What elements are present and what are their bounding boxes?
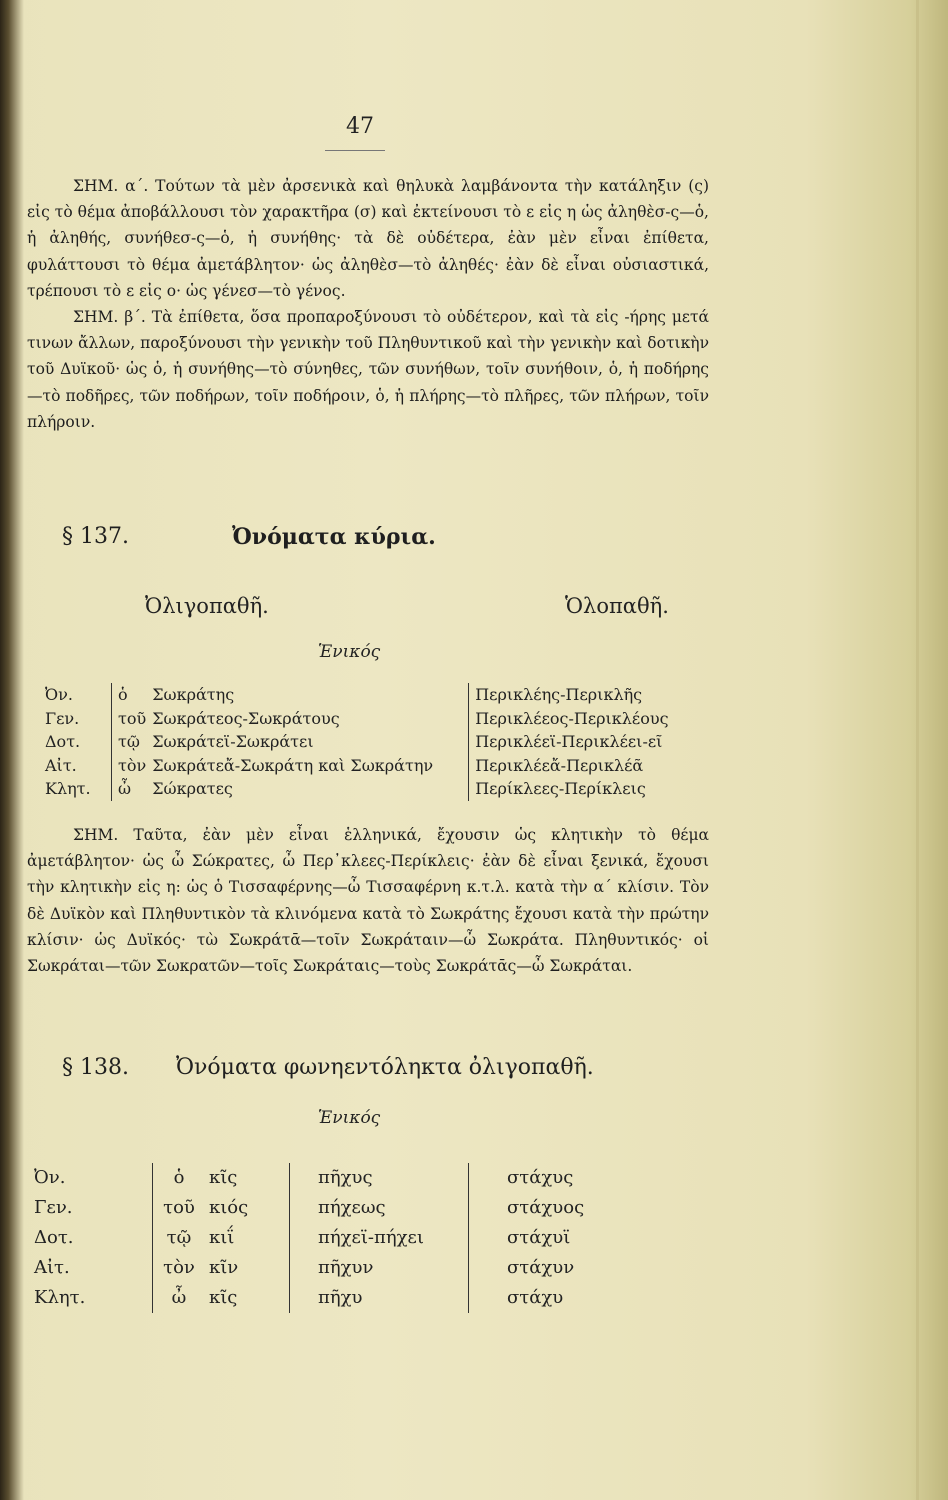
table2-cell: πήχεϊ-πήχει: [290, 1223, 469, 1253]
table1-cell: τὸν: [112, 754, 147, 778]
table2-cell: κῖς: [209, 1287, 238, 1308]
note-beta: ΣΗΜ. β΄. Τὰ ἐπίθετα, ὅσα προπαροξύνουσι τὸ οὐδέτερον, καὶ τὰ εἰς -ήρης μετά τινων ἄλλων, παροξύνουσι τὴν γενικὴν τοῦ Πληθυντικοῦ καὶ τὴν γενικὴν καὶ δοτικὴν τοῦ Δυϊκοῦ· ὡς ὁ, ἡ συνήθης—τὸ σύνηθες, τῶν συνήθων, τοῖν συνήθοιν, ὁ, ἡ ποδήρης—τὸ ποδῆρες, τῶν ποδήρων, τοῖν ποδήροιν, ὁ, ἡ πλήρης—τὸ πλῆρες, τῶν πλήρων, τοῖν πλήροιν.: [27, 308, 709, 431]
table2-row: [34, 1163, 584, 1193]
table1-row: [45, 683, 669, 707]
table1-row: [45, 777, 669, 801]
table2-cell: πῆχυ: [290, 1283, 469, 1313]
table1-cell: Σώκρατες: [152, 779, 233, 798]
table1-cell: Σωκράτης: [152, 685, 235, 704]
table2-cell: στάχυς: [469, 1163, 585, 1193]
table2-row: [34, 1193, 584, 1223]
table2-cell: Κλητ.: [34, 1287, 86, 1308]
table2-cell: κῖς: [209, 1167, 238, 1188]
table1-cell: Σωκράτεἄ-Σωκράτη καὶ Σωκράτην: [152, 755, 434, 775]
table2-cell: Αἰτ.: [34, 1257, 70, 1278]
table1-cell: ὁ: [112, 683, 147, 707]
note-middle: [27, 822, 709, 979]
table2-cell: Δοτ.: [34, 1227, 74, 1248]
table1-cell: Περικλέεος-Περικλέους: [469, 707, 669, 731]
table2-cell: στάχυϊ: [469, 1223, 585, 1253]
table1-cell: Αἰτ.: [45, 755, 77, 775]
section-137-title-wrap: [232, 524, 436, 550]
table1-cell: τῷ: [112, 730, 147, 754]
table2-cell: κιός: [209, 1197, 249, 1218]
table1-row: [45, 707, 669, 731]
table2-cell: τῷ: [153, 1223, 200, 1253]
note-alpha: ΣΗΜ. α΄. Τούτων τὰ μὲν ἀρσενικὰ καὶ θηλυκὰ λαμβάνοντα τὴν κατάληξιν (ς) εἰς τὸ θέμα ἀποβάλλουσι τὸν χαρακτῆρα (σ) καὶ ἐκτείνουσι τὸ ε εἰς η ὡς ἀληθὲσ-ς—ὁ, ἡ ἀληθής, συνήθεσ-ς—ὁ, ἡ συνήθης· τὰ δὲ οὐδέτερα, ἐὰν μὲν εἶναι ἐπίθετα, φυλάττουσι τὸ θέμα ἀμετάβλητον· ὡς ἀληθὲσ—τὸ ἀληθές· ἐὰν δὲ εἶναι οὐσιαστικά, τρέπουσι τὸ ε εἰς ο· ὡς γένεσ—τὸ γένος.: [27, 177, 709, 300]
table2-cell: πῆχυς: [290, 1163, 469, 1193]
table2-cell: Ὀν.: [34, 1167, 66, 1188]
section-137-number: § 137.: [62, 524, 129, 549]
page-number-underline: [325, 150, 385, 151]
table1-cell: Περικλέεἄ-Περικλέᾶ: [469, 754, 669, 778]
enikos-label-1: Ἑνικός: [318, 642, 381, 662]
notes-top: [27, 173, 709, 435]
table2-cell: πήχεως: [290, 1193, 469, 1223]
table1-cell: Κλητ.: [45, 779, 91, 798]
declension-table-138: [34, 1163, 584, 1313]
table2-row: [34, 1223, 584, 1253]
table1-cell: Περίκλεες-Περίκλεις: [469, 777, 669, 801]
page-fold-line: [916, 0, 919, 1500]
table2-cell: στάχυν: [469, 1253, 585, 1283]
column-head-oligopathe: Ὀλιγοπαθῆ.: [145, 594, 269, 618]
table2-cell: κῖν: [209, 1257, 239, 1278]
table2-cell: στάχυος: [469, 1193, 585, 1223]
table1-cell: Σωκράτεϊ-Σωκράτει: [152, 732, 314, 751]
page-number: 47: [346, 114, 374, 139]
table1-cell: Σωκράτεος-Σωκράτους: [152, 708, 340, 728]
table1-row: [45, 754, 669, 778]
declension-table-137: [45, 683, 669, 801]
table1-cell: Περικλέης-Περικλῆς: [469, 683, 669, 707]
table1-row: [45, 730, 669, 754]
note-sem: ΣΗΜ. Ταῦτα, ἐὰν μὲν εἶναι ἑλληνικά, ἔχουσιν ὡς κλητικὴν τὸ θέμα ἀμετάβλητον· ὡς ὦ Σώκρατες, ὦ Περ᾽κλεες-Περίκλεις· ἐὰν δὲ εἶναι ξενικά, ἔχουσι τὴν κλητικὴν εἰς η: ὡς ὁ Τισσαφέρνης—ὦ Τισσαφέρνη κ.τ.λ. κατὰ τὴν α΄ κλίσιν. Τὸν δὲ Δυϊκὸν καὶ Πληθυντικὸν τὰ κλινόμενα κατὰ τὸ Σωκράτης ἔχουσι κατὰ τὴν πρώτην κλίσιν· ὡς Δυϊκός· τὼ Σωκράτᾱ—τοῖν Σωκράταιν—ὦ Σωκράτα. Πληθυντικός· οἱ Σωκράται—τῶν Σωκρατῶν—τοῖς Σωκράταις—τοὺς Σωκράτᾱς—ὦ Σωκράται.: [27, 826, 709, 976]
table2-cell: τὸν: [153, 1253, 200, 1283]
table2-cell: πῆχυν: [290, 1253, 469, 1283]
table2-cell: τοῦ: [153, 1193, 200, 1223]
section-138-title: Ὀνόματα φωνηεντόληκτα ὀλιγοπαθῆ.: [176, 1055, 594, 1080]
table2-cell: κιΐ: [209, 1227, 235, 1248]
section-137-title: Ὀνόματα κύρια.: [232, 524, 436, 550]
table1-cell: Περικλέεϊ-Περικλέει-εῖ: [469, 730, 669, 754]
table2-cell: ὦ: [153, 1283, 200, 1313]
table1-cell: ὦ: [112, 777, 147, 801]
table2-row: [34, 1253, 584, 1283]
section-138-number: § 138.: [62, 1055, 129, 1080]
table2-row: [34, 1283, 584, 1313]
column-head-holopathe: Ὁλοπαθῆ.: [565, 594, 669, 618]
table2-cell: ὁ: [153, 1163, 200, 1193]
table1-cell: Γεν.: [45, 708, 80, 728]
table1-cell: Δοτ.: [45, 732, 81, 751]
table2-cell: στάχυ: [469, 1283, 585, 1313]
table1-cell: Ὀν.: [45, 685, 73, 704]
table1-cell: τοῦ: [112, 707, 147, 731]
binding-edge: [0, 0, 24, 1500]
enikos-label-2: Ἑνικός: [318, 1108, 381, 1128]
table2-cell: Γεν.: [34, 1197, 73, 1218]
